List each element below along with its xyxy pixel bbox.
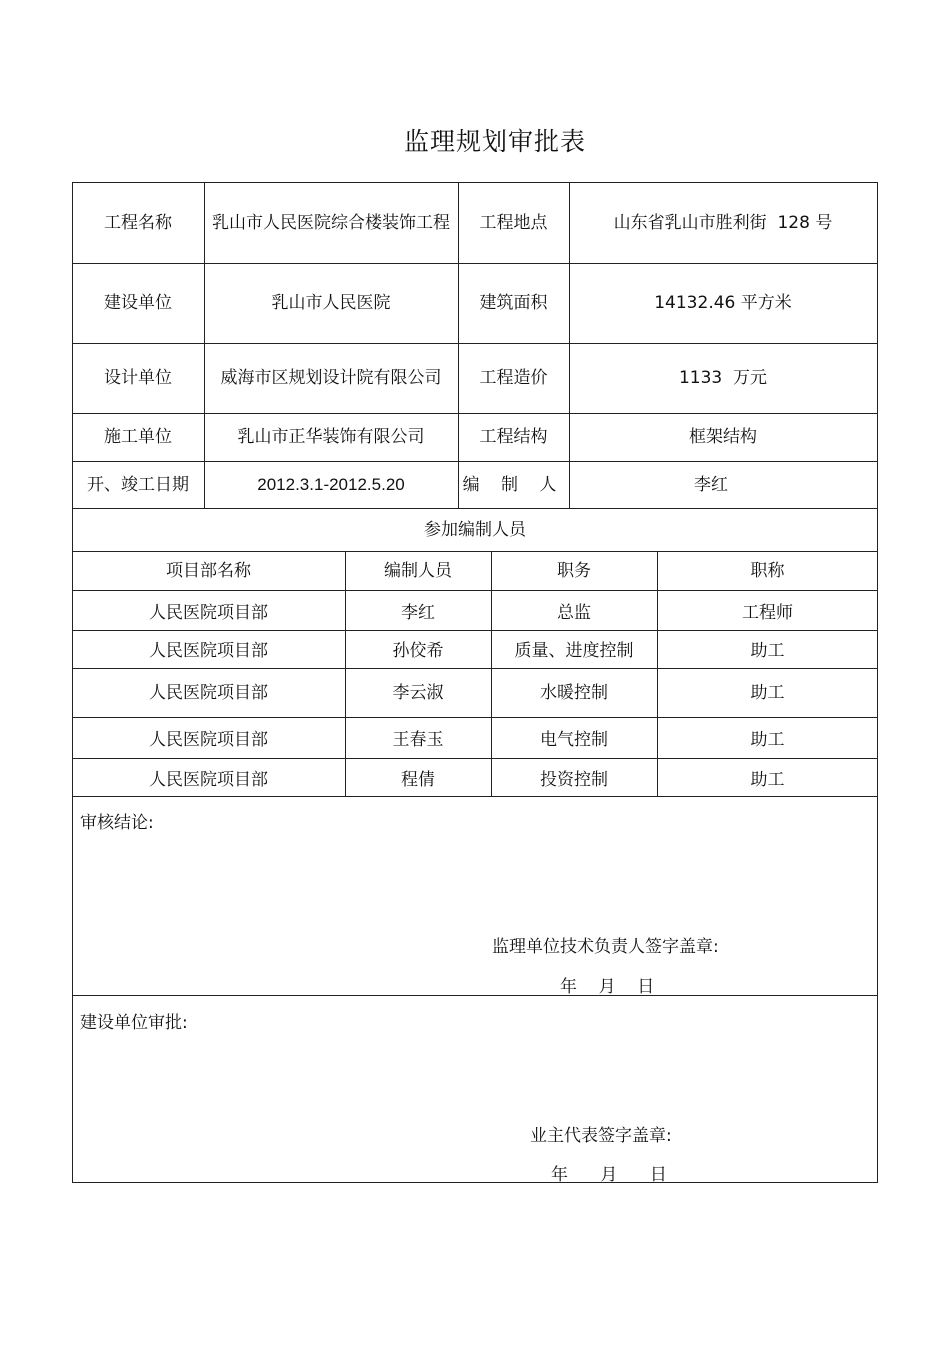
staff-title: 工程师 (742, 603, 793, 623)
staff-title: 助工 (750, 641, 785, 661)
staff-section-title: 参加编制人员 (424, 519, 526, 540)
staff-title: 助工 (750, 682, 785, 703)
staff-dept: 人民医院项目部 (149, 769, 268, 790)
staff-person: 程倩 (401, 769, 435, 790)
staff-person: 孙佼希 (392, 641, 444, 661)
approval-date: 年 月 日 (551, 1165, 667, 1185)
contractor-value: 乳山市正华装饰有限公司 (237, 427, 425, 447)
cost-label: 工程造价 (479, 368, 548, 388)
staff-header-duty: 职务 (557, 560, 591, 581)
builder-label: 建设单位 (104, 293, 172, 313)
staff-header-title: 职称 (750, 560, 785, 581)
area-label: 建筑面积 (479, 293, 548, 313)
designer-label: 设计单位 (104, 368, 172, 388)
staff-duty: 质量、进度控制 (514, 641, 634, 661)
area-value: 14132.46 平方米 (654, 293, 792, 313)
review-signer-label: 监理单位技术负责人签字盖章: (492, 937, 719, 957)
staff-person: 李红 (401, 603, 435, 623)
dates-value: 2012.3.1-2012.5.20 (257, 474, 405, 494)
contractor-label: 施工单位 (104, 427, 172, 447)
staff-header-person: 编制人员 (384, 560, 452, 581)
review-date: 年 月 日 (560, 977, 655, 997)
page-title: 监理规划审批表 (403, 127, 586, 156)
compiler-value: 李红 (694, 474, 728, 495)
project-site-label: 工程地点 (479, 212, 548, 233)
staff-title: 助工 (750, 730, 785, 750)
approval-signer-label: 业主代表签字盖章: (530, 1126, 672, 1146)
staff-person: 李云淑 (392, 682, 444, 703)
compiler-label: 编 制 人 (462, 474, 565, 495)
project-name-value: 乳山市人民医院综合楼装饰工程 (212, 212, 450, 233)
structure-value: 框架结构 (689, 427, 757, 447)
staff-duty: 投资控制 (540, 769, 608, 790)
builder-value: 乳山市人民医院 (271, 293, 391, 313)
project-site-value: 山东省乳山市胜利街 128 号 (613, 212, 833, 233)
staff-dept: 人民医院项目部 (149, 603, 268, 623)
staff-title: 助工 (750, 769, 785, 790)
dates-label: 开、竣工日期 (87, 474, 189, 495)
staff-duty: 总监 (557, 603, 591, 623)
cost-value: 1133 万元 (678, 368, 768, 388)
staff-dept: 人民医院项目部 (149, 641, 268, 661)
staff-duty: 电气控制 (540, 730, 608, 750)
structure-label: 工程结构 (479, 427, 548, 447)
approval-label: 建设单位审批: (80, 1013, 188, 1033)
staff-duty: 水暖控制 (540, 682, 608, 703)
staff-dept: 人民医院项目部 (149, 682, 268, 703)
staff-header-dept: 项目部名称 (166, 560, 251, 581)
project-name-label: 工程名称 (104, 212, 172, 233)
staff-dept: 人民医院项目部 (149, 730, 268, 750)
staff-person: 王春玉 (392, 730, 444, 750)
review-conclusion-label: 审核结论: (80, 813, 154, 833)
designer-value: 威海市区规划设计院有限公司 (220, 368, 442, 388)
